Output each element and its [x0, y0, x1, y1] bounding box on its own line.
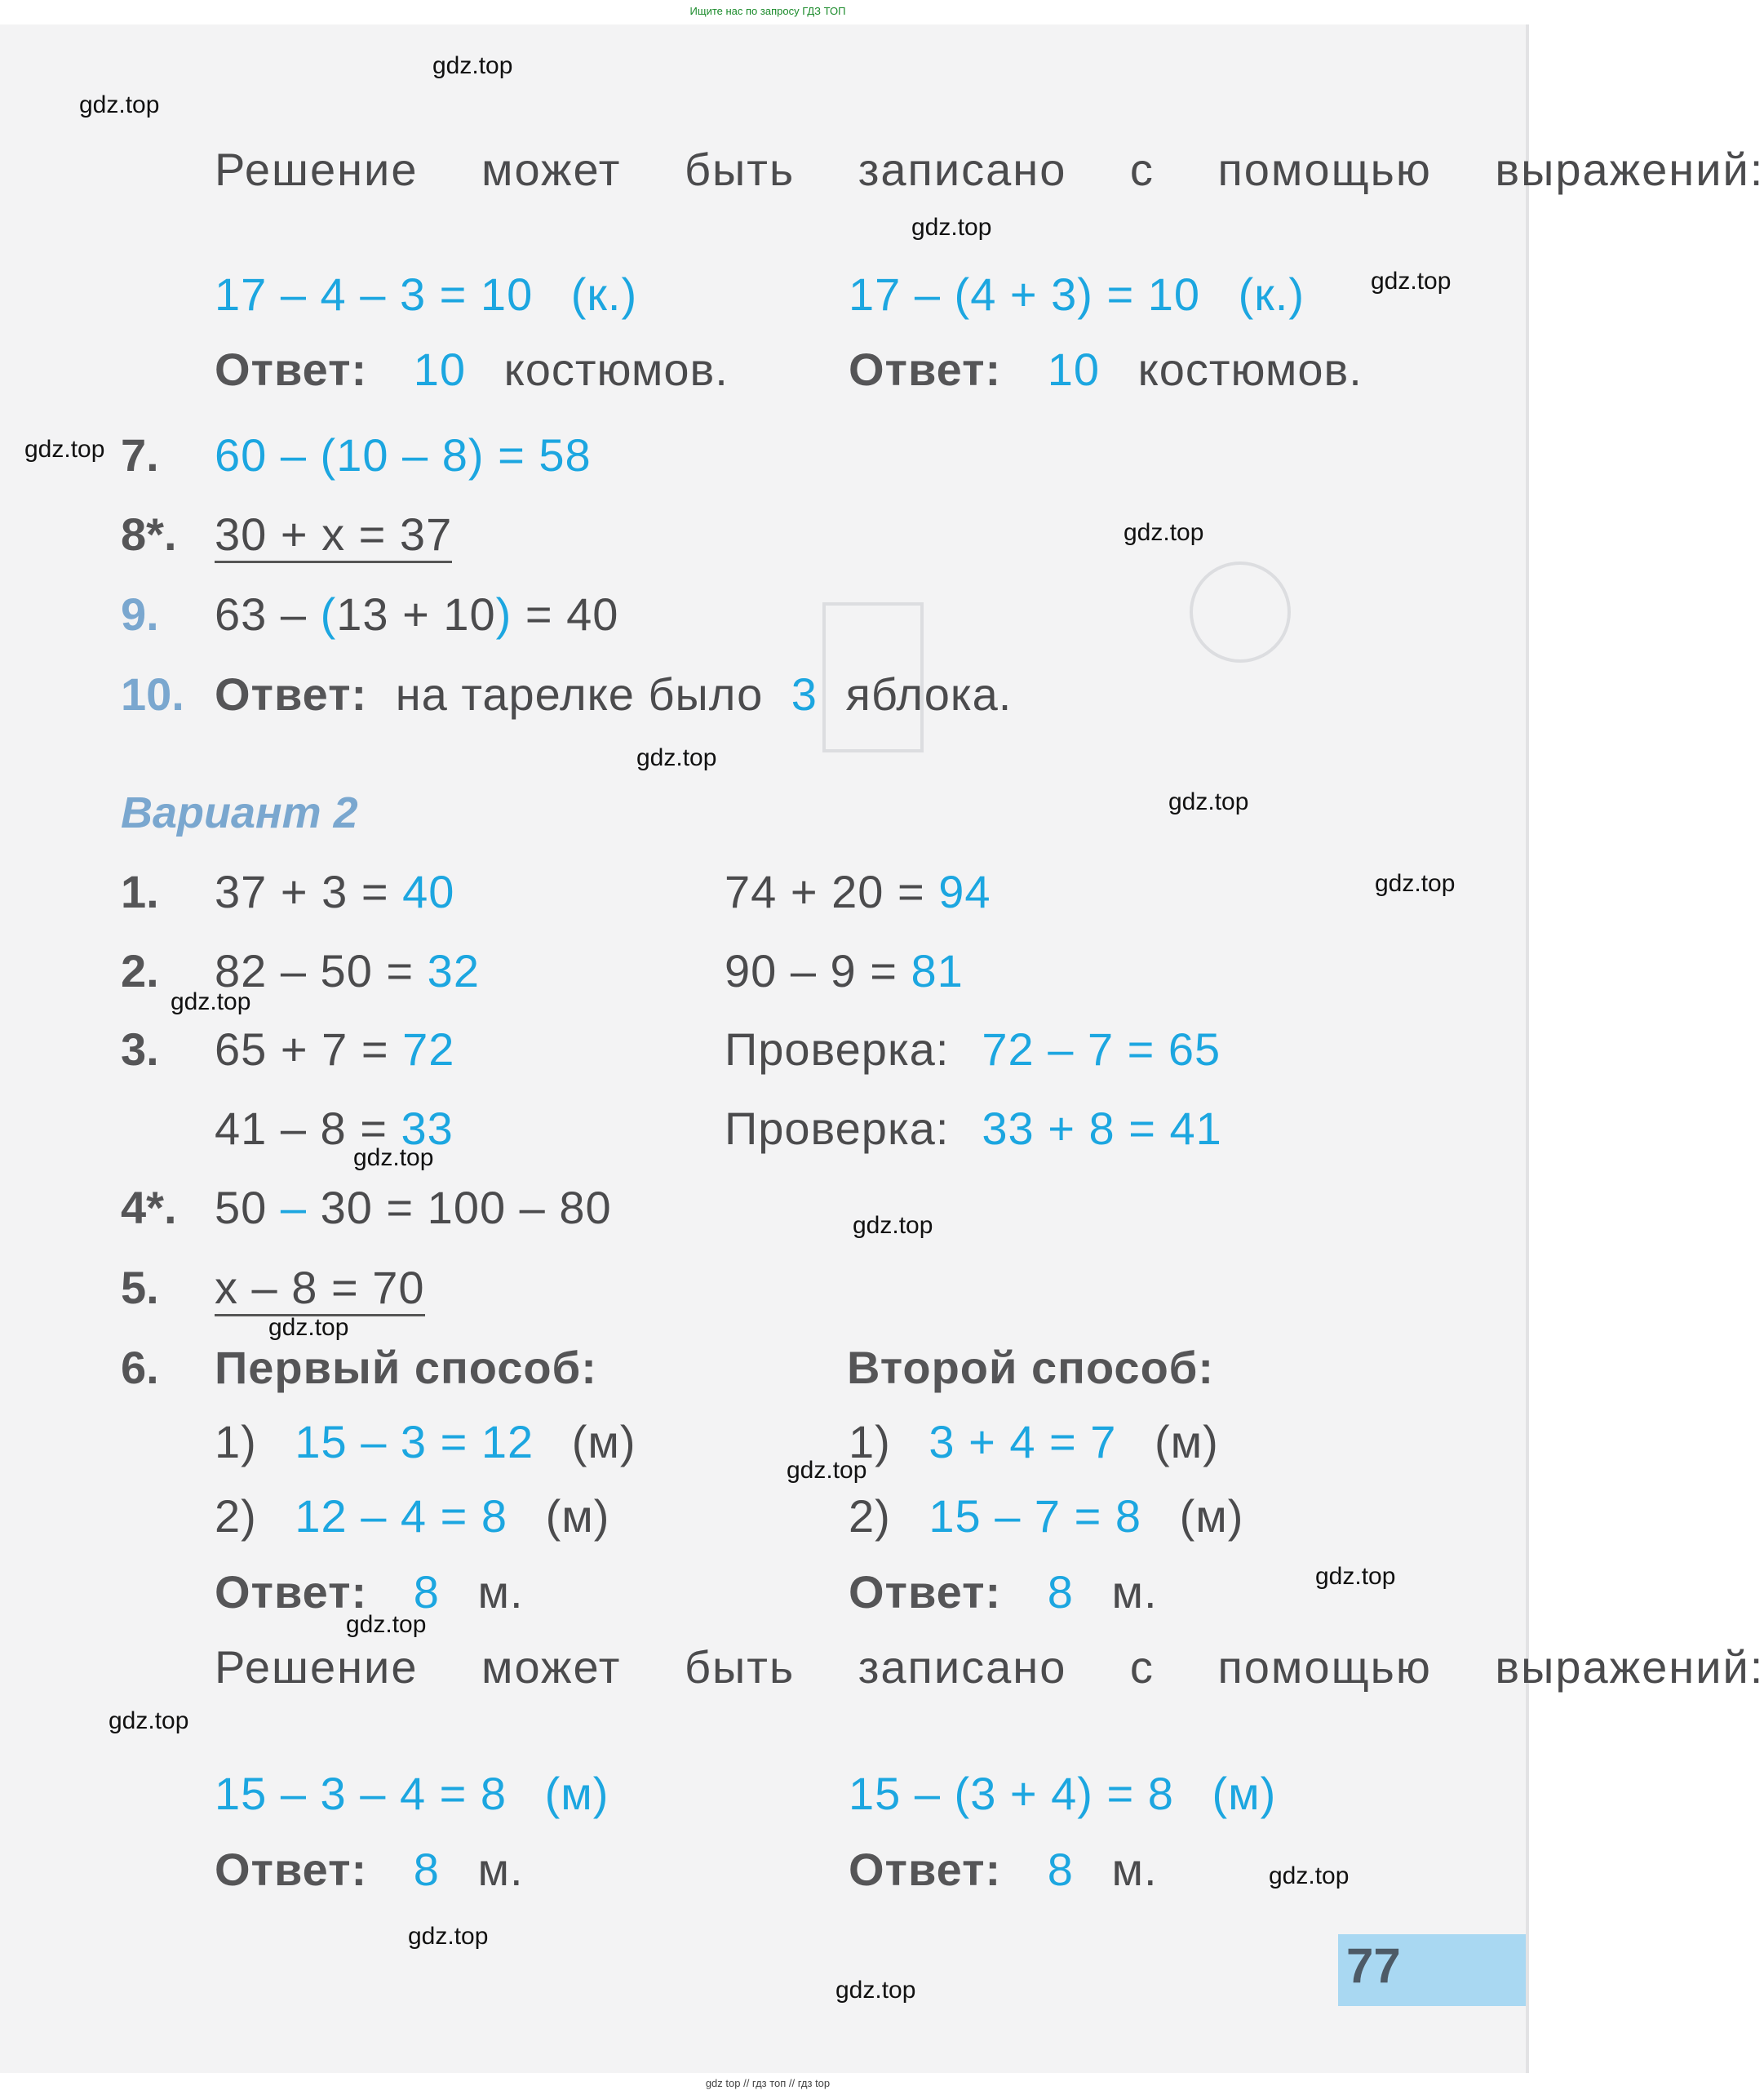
- task-number: 6.: [121, 1342, 159, 1393]
- v2-task-6-heading: [121, 1341, 1215, 1394]
- watermark: gdz.top: [353, 1144, 434, 1171]
- task-9: [121, 588, 619, 641]
- task-content: 63 – (13 + 10) = 40: [215, 588, 619, 640]
- watermark: gdz.top: [1315, 1563, 1396, 1590]
- way-1-step-2: 2) 12 – 4 = 8 (м): [215, 1490, 610, 1542]
- v2-final-answer-left: Ответ: 8 м.: [215, 1844, 524, 1895]
- v2-task-5: [121, 1261, 425, 1314]
- check-line: Проверка: 72 – 7 = 65: [725, 1023, 1221, 1075]
- task-number: 1.: [121, 866, 159, 917]
- answer-unit: костюмов.: [1137, 344, 1363, 395]
- answer-label: Ответ:: [215, 344, 368, 395]
- v2-task-3a: [121, 1023, 1221, 1076]
- task-content: 60 – (10 – 8) = 58: [215, 429, 592, 481]
- footer-note: gdz top // гдз топ // гдз top: [705, 2077, 831, 2089]
- way-1-title: Первый способ:: [215, 1342, 597, 1393]
- watermark: gdz.top: [268, 1314, 349, 1341]
- task-content: x – 8 = 70: [215, 1261, 425, 1316]
- way-1-answer: Ответ: 8 м.: [215, 1566, 524, 1618]
- unit: (к.): [1238, 269, 1305, 320]
- way-2-step-2: 2) 15 – 7 = 8 (м): [849, 1490, 1244, 1542]
- task-left: 37 + 3 = 40: [215, 866, 455, 917]
- v2-intro-line: Решение может быть записано с помощью выражений:: [215, 1641, 1764, 1693]
- way-1-step-1: 1) 15 – 3 = 12 (м): [215, 1416, 636, 1467]
- v2-task-4: [121, 1181, 612, 1234]
- task-content: 50 – 30 = 100 – 80: [215, 1182, 612, 1233]
- task-number: 8*.: [121, 508, 177, 560]
- top-expression-right: [849, 268, 1305, 321]
- check-line: Проверка: 33 + 8 = 41: [725, 1103, 1222, 1154]
- watermark: gdz.top: [835, 1977, 916, 2004]
- watermark: gdz.top: [1124, 519, 1204, 546]
- way-2-answer: Ответ: 8 м.: [849, 1566, 1158, 1618]
- unit: (к.): [570, 269, 638, 320]
- watermark: gdz.top: [79, 91, 160, 118]
- expression-value: 17 – 4 – 3 = 10: [215, 269, 534, 320]
- answer-value: 10: [1047, 344, 1101, 395]
- v2-expression-right: 15 – (3 + 4) = 8 (м): [849, 1768, 1277, 1819]
- watermark: gdz.top: [24, 436, 105, 463]
- task-right: 74 + 20 = 94: [725, 866, 991, 917]
- task-left: 41 – 8 = 33: [215, 1103, 454, 1154]
- task-left: 65 + 7 = 72: [215, 1023, 455, 1075]
- bleed-through-shapes: [816, 343, 1387, 832]
- answer-label: Ответ:: [849, 344, 1002, 395]
- v2-task-1: [121, 865, 991, 918]
- watermark: gdz.top: [432, 52, 513, 79]
- task-10: [121, 668, 1013, 721]
- watermark: gdz.top: [109, 1707, 189, 1734]
- expression-value: 17 – (4 + 3) = 10: [849, 269, 1201, 320]
- task-number: 9.: [121, 588, 159, 640]
- v2-task-2: [121, 944, 964, 997]
- watermark: gdz.top: [346, 1611, 427, 1638]
- intro-line-1: Решение может быть записано с помощью выражений:: [215, 144, 1764, 195]
- way-2-step-1: 1) 3 + 4 = 7 (м): [849, 1416, 1219, 1467]
- way-2-title: Второй способ:: [847, 1342, 1215, 1393]
- watermark: gdz.top: [787, 1457, 867, 1484]
- task-number: 2.: [121, 945, 159, 996]
- task-number: 10.: [121, 668, 184, 720]
- variant-2-title: Вариант 2: [121, 788, 358, 837]
- task-number: 4*.: [121, 1182, 177, 1233]
- task-left: 82 – 50 = 32: [215, 945, 480, 996]
- watermark: gdz.top: [171, 988, 251, 1015]
- page-number: 77: [1346, 1938, 1401, 1993]
- watermark: gdz.top: [853, 1212, 933, 1239]
- watermark: gdz.top: [636, 744, 717, 771]
- watermark: gdz.top: [1168, 788, 1249, 815]
- task-content: Ответ: на тарелке было 3 яблока.: [215, 668, 1013, 720]
- v2-final-answer-right: Ответ: 8 м.: [849, 1844, 1158, 1895]
- bleed-through-text: [816, 343, 1387, 843]
- top-answer-left: [215, 343, 729, 396]
- top-answer-right: [849, 343, 1363, 396]
- watermark: gdz.top: [1371, 268, 1452, 295]
- watermark: gdz.top: [1375, 870, 1456, 897]
- top-search-note: Ищите нас по запросу ГДЗ ТОП: [689, 5, 846, 17]
- v2-expression-left: 15 – 3 – 4 = 8 (м): [215, 1768, 609, 1819]
- task-number: 3.: [121, 1023, 159, 1075]
- task-8: [121, 508, 453, 561]
- task-number: 5.: [121, 1262, 159, 1313]
- answer-unit: костюмов.: [503, 344, 729, 395]
- task-7: [121, 428, 592, 482]
- watermark: gdz.top: [1269, 1862, 1350, 1889]
- task-content: 30 + x = 37: [215, 508, 452, 563]
- answer-value: 10: [413, 344, 467, 395]
- watermark: gdz.top: [911, 214, 992, 241]
- task-number: 7.: [121, 429, 159, 481]
- watermark: gdz.top: [408, 1923, 489, 1950]
- task-right: 90 – 9 = 81: [725, 945, 964, 996]
- top-expression-left: [215, 268, 637, 321]
